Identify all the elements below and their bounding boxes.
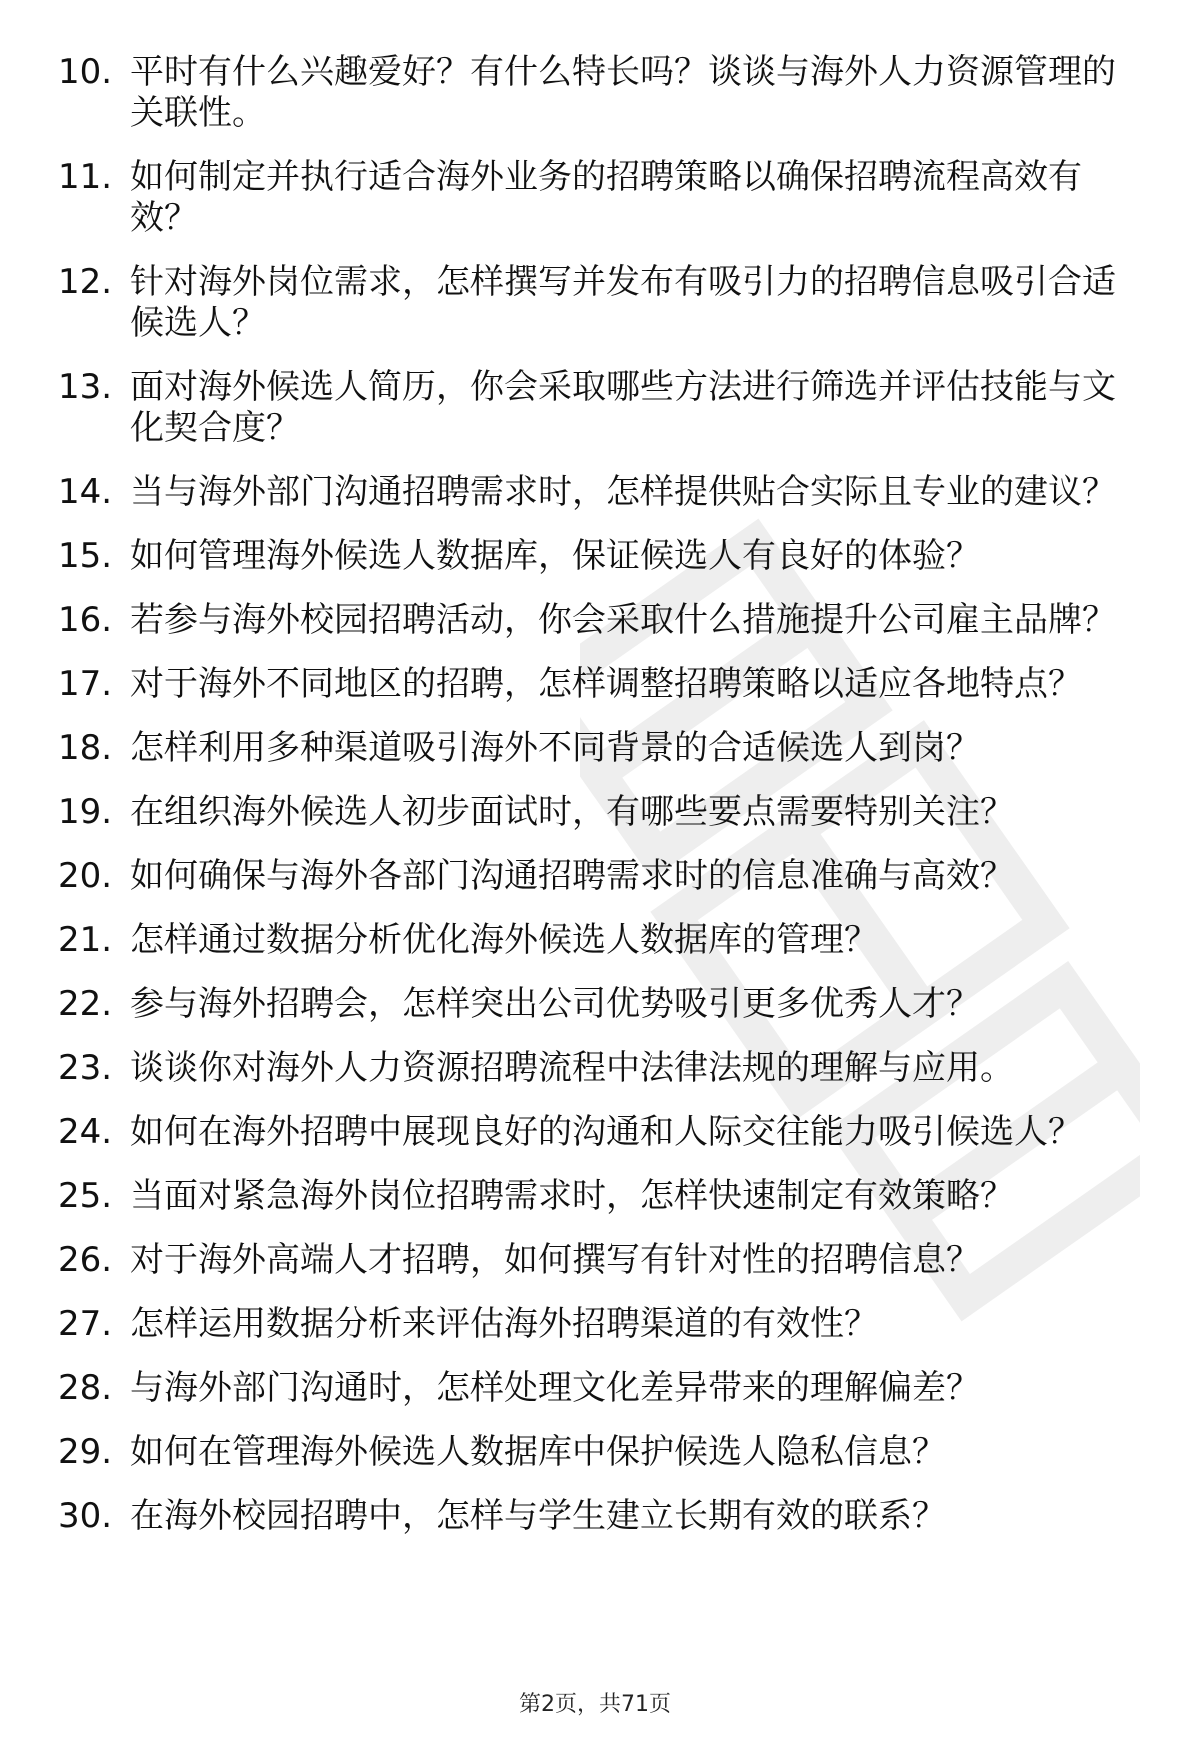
question-number: 14. xyxy=(58,472,113,512)
question-text: 对于海外高端人才招聘，如何撰写有针对性的招聘信息？ xyxy=(130,1240,980,1280)
question-item xyxy=(58,1304,1148,1345)
question-item xyxy=(58,1112,1148,1153)
question-item xyxy=(58,856,1148,897)
question-text: 如何管理海外候选人数据库，保证候选人有良好的体验？ xyxy=(130,536,980,576)
question-number: 22. xyxy=(58,984,113,1024)
page-indicator: 第2页，共71页 xyxy=(519,1692,671,1717)
question-number: 13. xyxy=(58,367,113,407)
question-text: 与海外部门沟通时，怎样处理文化差异带来的理解偏差？ xyxy=(130,1368,980,1408)
question-text: 对于海外不同地区的招聘，怎样调整招聘策略以适应各地特点？ xyxy=(130,664,1082,704)
question-text: 参与海外招聘会，怎样突出公司优势吸引更多优秀人才？ xyxy=(130,984,980,1024)
question-number: 11. xyxy=(58,157,113,197)
question-list xyxy=(58,52,1148,1560)
question-number: 23. xyxy=(58,1048,113,1088)
question-item xyxy=(58,1368,1148,1409)
question-number: 20. xyxy=(58,856,113,896)
question-text: 如何制定并执行适合海外业务的招聘策略以确保招聘流程高效有效？ xyxy=(130,157,1082,238)
question-number: 18. xyxy=(58,728,113,768)
question-text: 如何在管理海外候选人数据库中保护候选人隐私信息？ xyxy=(130,1432,946,1472)
question-item xyxy=(58,728,1148,769)
question-item xyxy=(58,664,1148,705)
question-item xyxy=(58,600,1148,641)
question-text: 如何确保与海外各部门沟通招聘需求时的信息准确与高效？ xyxy=(130,856,1014,896)
question-number: 25. xyxy=(58,1176,113,1216)
question-text: 当与海外部门沟通招聘需求时，怎样提供贴合实际且专业的建议？ xyxy=(130,472,1116,512)
question-text: 在海外校园招聘中，怎样与学生建立长期有效的联系？ xyxy=(130,1496,946,1536)
question-item xyxy=(58,262,1148,344)
question-number: 17. xyxy=(58,664,113,704)
question-item xyxy=(58,984,1148,1025)
question-text: 在组织海外候选人初步面试时，有哪些要点需要特别关注？ xyxy=(130,792,1014,832)
question-number: 15. xyxy=(58,536,113,576)
question-item xyxy=(58,157,1148,239)
question-number: 27. xyxy=(58,1304,113,1344)
question-text: 平时有什么兴趣爱好？有什么特长吗？谈谈与海外人力资源管理的关联性。 xyxy=(130,52,1116,133)
question-number: 30. xyxy=(58,1496,113,1536)
question-item xyxy=(58,920,1148,961)
question-item xyxy=(58,1176,1148,1217)
question-text: 怎样通过数据分析优化海外候选人数据库的管理？ xyxy=(130,920,878,960)
question-number: 10. xyxy=(58,52,113,92)
question-item xyxy=(58,1432,1148,1473)
question-text: 针对海外岗位需求，怎样撰写并发布有吸引力的招聘信息吸引合适候选人？ xyxy=(130,262,1116,343)
question-number: 28. xyxy=(58,1368,113,1408)
question-item xyxy=(58,472,1148,513)
question-number: 26. xyxy=(58,1240,113,1280)
question-item xyxy=(58,536,1148,577)
question-text: 谈谈你对海外人力资源招聘流程中法律法规的理解与应用。 xyxy=(130,1048,1014,1088)
question-number: 21. xyxy=(58,920,113,960)
question-item xyxy=(58,1048,1148,1089)
question-number: 24. xyxy=(58,1112,113,1152)
question-item xyxy=(58,1496,1148,1537)
question-text: 如何在海外招聘中展现良好的沟通和人际交往能力吸引候选人？ xyxy=(130,1112,1082,1152)
question-number: 16. xyxy=(58,600,113,640)
question-item xyxy=(58,52,1148,134)
question-text: 面对海外候选人简历，你会采取哪些方法进行筛选并评估技能与文化契合度？ xyxy=(130,367,1116,448)
question-number: 29. xyxy=(58,1432,113,1472)
question-item xyxy=(58,367,1148,449)
question-item xyxy=(58,1240,1148,1281)
question-text: 怎样利用多种渠道吸引海外不同背景的合适候选人到岗？ xyxy=(130,728,980,768)
question-text: 当面对紧急海外岗位招聘需求时，怎样快速制定有效策略？ xyxy=(130,1176,1014,1216)
question-text: 若参与海外校园招聘活动，你会采取什么措施提升公司雇主品牌？ xyxy=(130,600,1116,640)
question-item xyxy=(58,792,1148,833)
question-text: 怎样运用数据分析来评估海外招聘渠道的有效性？ xyxy=(130,1304,878,1344)
question-number: 19. xyxy=(58,792,113,832)
question-number: 12. xyxy=(58,262,113,302)
